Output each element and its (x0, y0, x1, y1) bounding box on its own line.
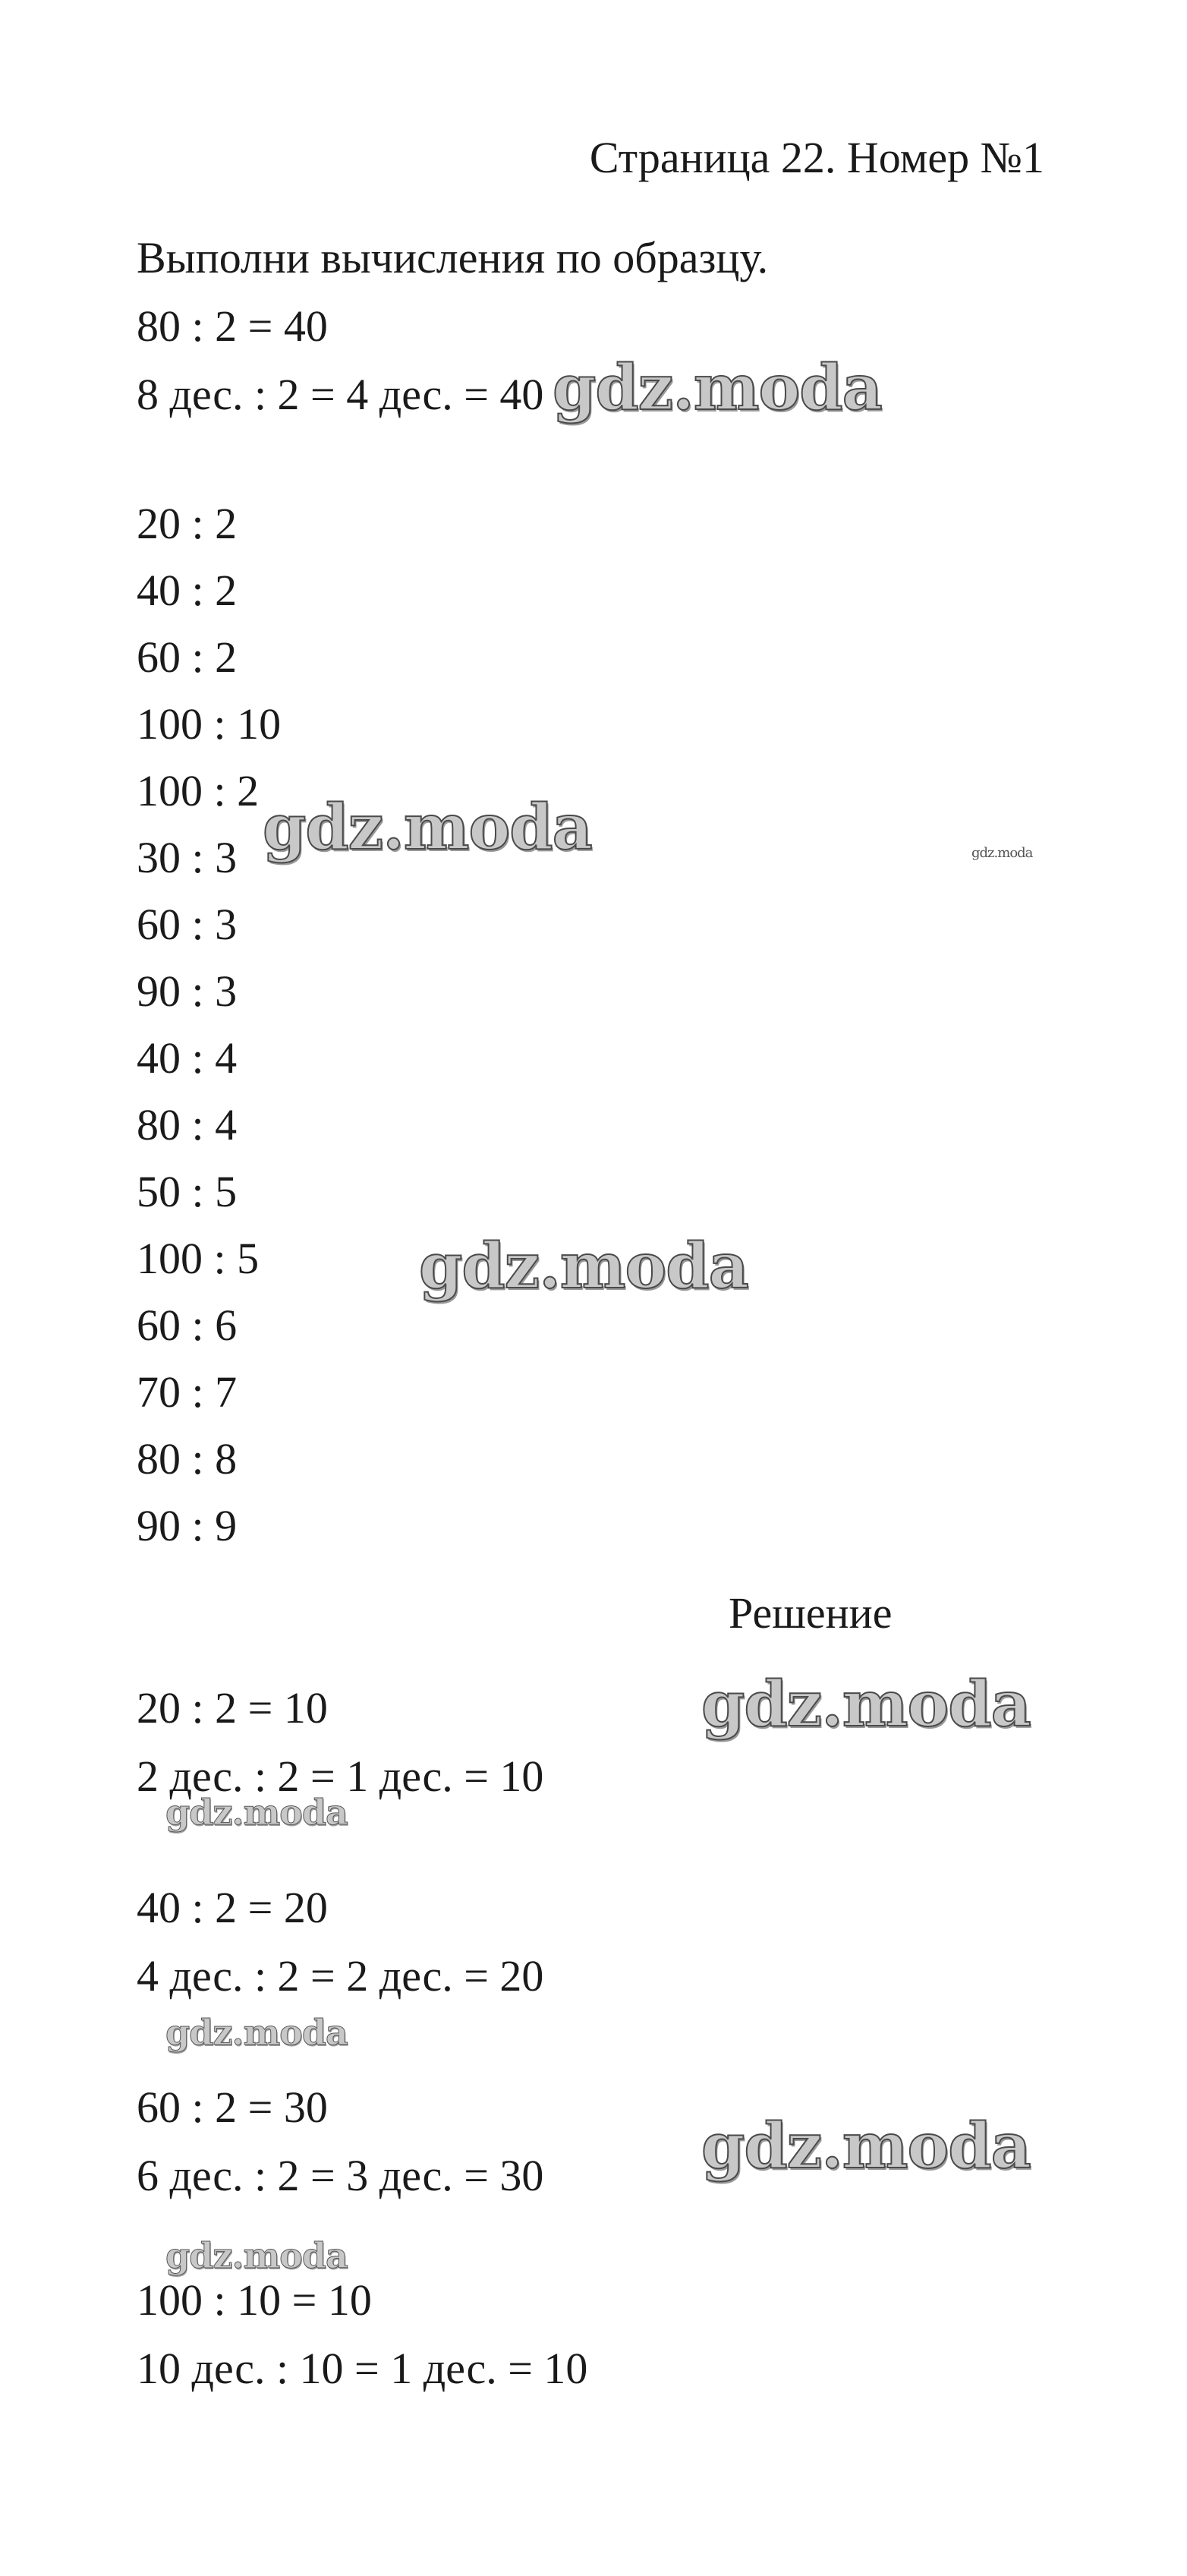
watermark: gdz.moda (419, 1230, 748, 1303)
exercise-item: 40 : 4 (137, 1033, 238, 1083)
watermark: gdz.moda (165, 2235, 348, 2276)
exercise-item: 60 : 2 (137, 632, 238, 682)
watermark: gdz.moda (553, 352, 882, 424)
page-header: Страница 22. Номер №1 (589, 133, 1044, 182)
exercise-item: 60 : 6 (137, 1301, 238, 1350)
exercise-item: 50 : 5 (137, 1167, 238, 1216)
solution-explanation: 2 дес. : 2 = 1 дес. = 10 (137, 1751, 544, 1801)
exercise-item: 20 : 2 (137, 499, 238, 548)
solution-explanation: 4 дес. : 2 = 2 дес. = 20 (137, 1951, 544, 2001)
exercise-item: 90 : 9 (137, 1501, 238, 1550)
watermark: gdz.moda (263, 791, 592, 864)
exercise-item: 90 : 3 (137, 966, 238, 1016)
exercise-item: 80 : 8 (137, 1434, 238, 1483)
exercise-item: 100 : 2 (137, 766, 260, 815)
exercise-item: 60 : 3 (137, 900, 238, 949)
exercise-item: 30 : 3 (137, 833, 238, 882)
watermark: gdz.moda (165, 1792, 348, 1833)
watermark: gdz.moda (701, 2110, 1031, 2183)
exercise-item: 100 : 5 (137, 1234, 260, 1283)
watermark: gdz.moda (701, 1668, 1031, 1741)
watermark: gdz.moda (971, 845, 1033, 861)
solution-expression: 40 : 2 = 20 (137, 1883, 328, 1932)
solution-expression: 60 : 2 = 30 (137, 2083, 328, 2132)
solution-expression: 100 : 10 = 10 (137, 2275, 372, 2325)
example-explanation: 8 дес. : 2 = 4 дес. = 40 (137, 370, 544, 419)
solution-explanation: 10 дес. : 10 = 1 дес. = 10 (137, 2344, 588, 2393)
solution-header: Решение (729, 1588, 893, 1638)
solution-expression: 20 : 2 = 10 (137, 1683, 328, 1733)
solution-explanation: 6 дес. : 2 = 3 дес. = 30 (137, 2151, 544, 2200)
example-expression: 80 : 2 = 40 (137, 301, 328, 351)
exercise-item: 70 : 7 (137, 1367, 238, 1417)
task-title: Выполни вычисления по образцу. (137, 233, 769, 282)
exercise-item: 80 : 4 (137, 1100, 238, 1149)
watermark: gdz.moda (165, 2012, 348, 2053)
exercise-item: 40 : 2 (137, 566, 238, 615)
exercise-item: 100 : 10 (137, 699, 282, 749)
